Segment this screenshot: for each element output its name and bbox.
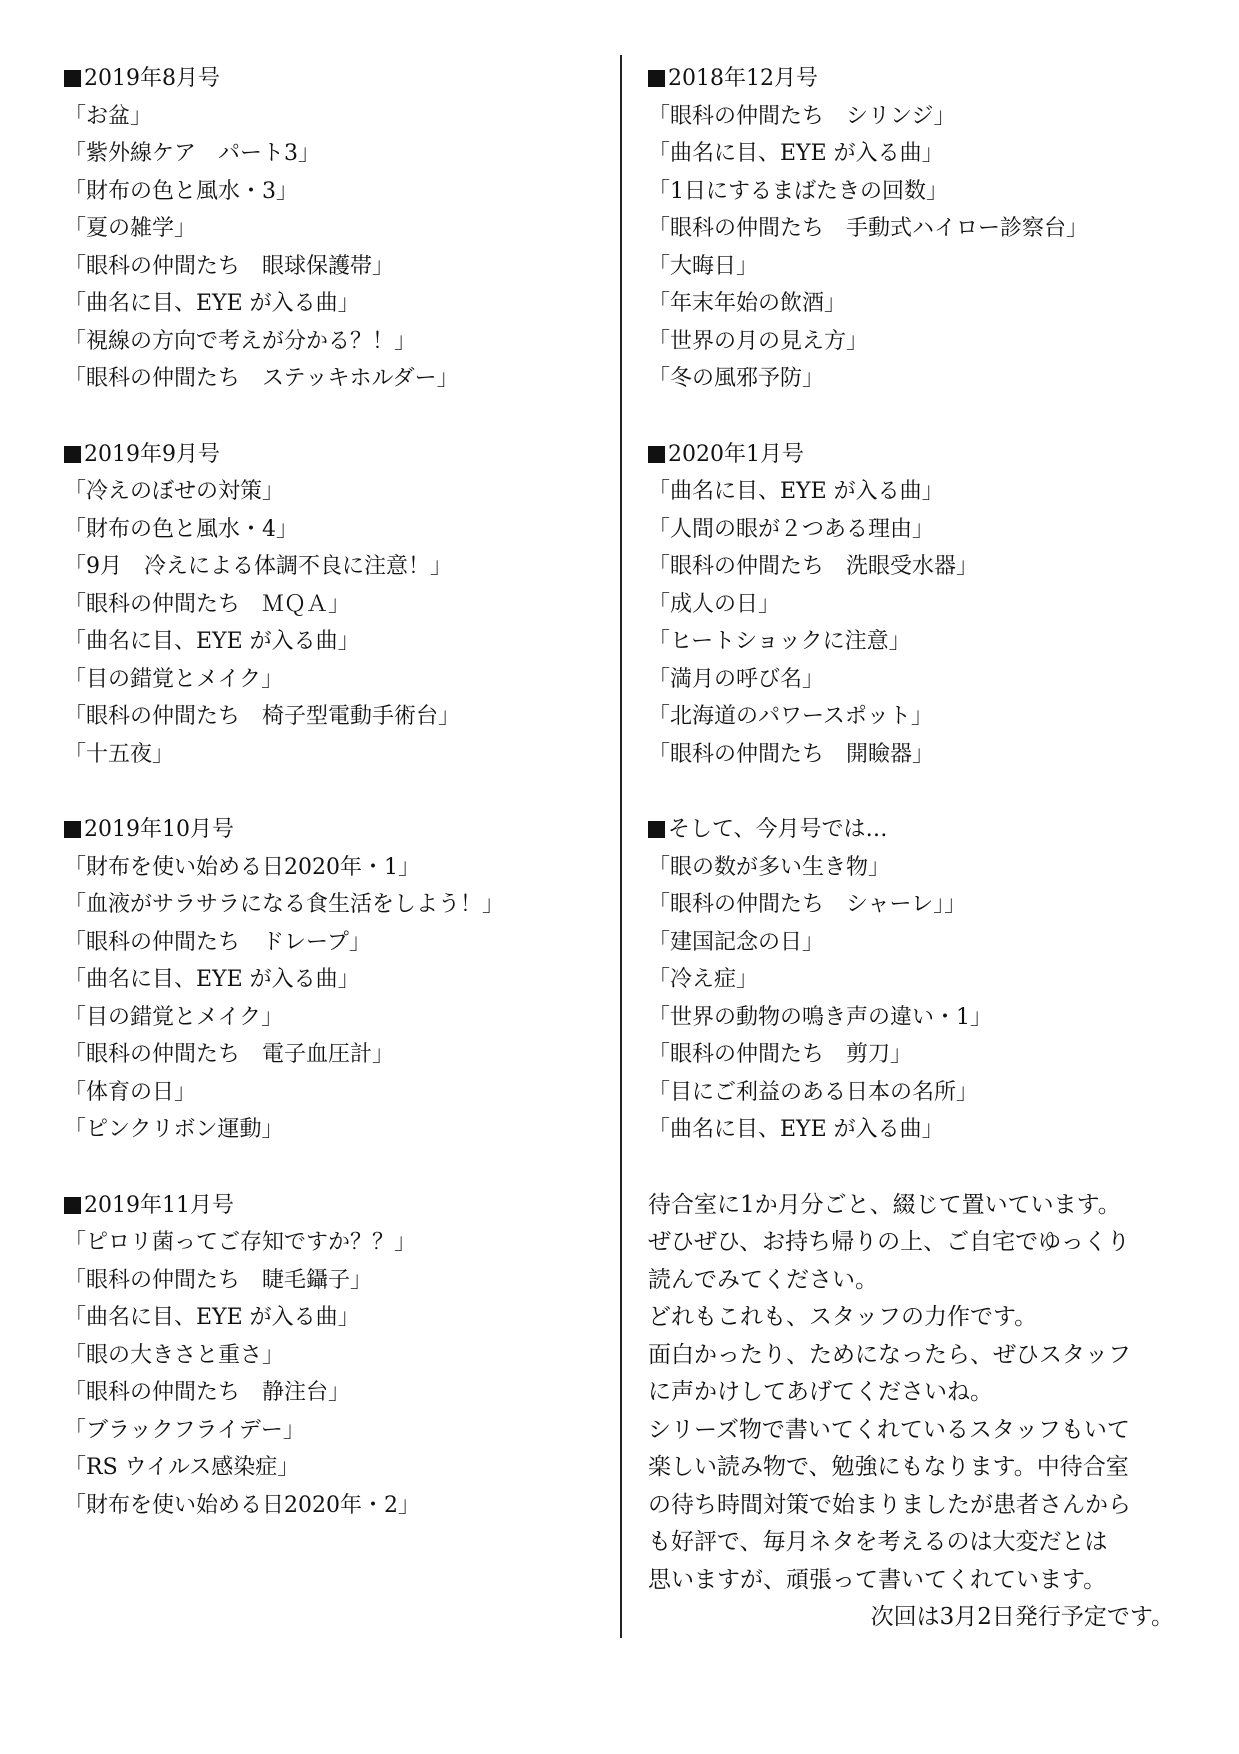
article-title: 「ブラックフライデー」 [64,1417,305,1443]
square-bullet-icon [64,1197,81,1214]
article-title: 「1日にするまばたきの回数」 [648,178,948,204]
article-title: 「ヒートショックに注意」 [648,629,911,654]
article-title: 「紫外線ケア パート3」 [64,141,320,166]
article-title: 「大晦日」 [648,253,759,279]
article-title: 「眼科の仲間たち 手動式ハイロー診察台」 [648,216,1089,241]
article-title: 「RS ウイルス感染症」 [64,1455,300,1480]
issue-heading [64,60,604,98]
note-line: シリーズ物で書いてくれているスタッフもいて [648,1416,1130,1443]
note-line: 思いますが、頑張って書いてくれています。 [648,1566,1107,1593]
article-title: 「世界の月の見え方」 [648,328,869,354]
article-title: 「眼の大きさと重さ」 [64,1342,285,1368]
note-line: の待ち時間対策で始まりましたが患者さんから [648,1491,1131,1518]
article-title: 「目の錯覚とメイク」 [64,666,284,692]
article-title: 「十五夜」 [64,741,175,767]
article-title: 「血液がサラサラになる食生活をしよう！」 [64,892,505,917]
issue-2019-09 [64,436,604,774]
article-title: 「曲名に目、EYE が入る曲」 [64,291,360,316]
article-title: 「ピンクリボン運動」 [64,1117,284,1142]
issue-heading [64,1187,604,1225]
article-title: 「成人の日」 [648,591,781,617]
square-bullet-icon [648,70,665,87]
column-divider [620,55,622,1638]
article-title: 「眼科の仲間たち シリンジ」 [648,103,956,129]
article-title: 「眼科の仲間たち 椅子型電動手術台」 [64,704,461,729]
article-title: 「眼科の仲間たち 開瞼器」 [648,741,935,767]
article-title: 「年末年始の飲酒」 [648,291,847,316]
article-title: 「曲名に目、EYE が入る曲」 [64,629,360,654]
note-line: に声かけしてあげてくださいね。 [648,1379,993,1405]
issue-heading [64,811,604,849]
issue-heading [648,436,1188,474]
article-title: 「曲名に目、EYE が入る曲」 [648,141,944,166]
article-title: 「冷え症」 [648,967,759,992]
article-title: 「9月 冷えによる体調不良に注意！」 [64,554,452,579]
issue-2019-11 [64,1187,604,1525]
issue-2019-10 [64,811,604,1149]
note-line: も好評で、毎月ネタを考えるのは大変だとは [648,1529,1108,1555]
article-title: 「眼科の仲間たち 眼球保護帯」 [64,253,395,279]
article-title: 「人間の眼が２つある理由」 [648,516,935,542]
article-title: 「眼科の仲間たち 静注台」 [64,1380,351,1405]
article-title: 「北海道のパワースポット」 [648,704,933,729]
next-issue-notice: 次回は3月2日発行予定です。 [870,1604,1174,1630]
note-line: 待合室に1か月分ごと、綴じて置いています。 [648,1191,1121,1218]
square-bullet-icon [64,821,81,838]
issue-2019-08 [64,60,604,398]
article-title: 「財布を使い始める日2020年・1」 [64,854,420,880]
square-bullet-icon [64,70,81,87]
article-title: 「建国記念の日」 [648,929,825,955]
article-title: 「満月の呼び名」 [648,666,825,692]
article-title: 「冬の風邪予防」 [648,366,825,391]
square-bullet-icon [648,446,665,463]
square-bullet-icon [648,821,665,838]
article-title: 「財布の色と風水・3」 [64,178,298,204]
article-title: 「曲名に目、EYE が入る曲」 [648,1117,944,1142]
issue-2018-12 [648,60,1188,398]
article-title: 「眼科の仲間たち シャーレ」」 [648,892,967,917]
article-title: 「世界の動物の鳴き声の違い・1」 [648,1004,992,1030]
closing-note [648,1187,1188,1637]
note-line: ぜひぜひ、お持ち帰りの上、ご自宅でゆっくり [648,1229,1130,1255]
article-title: 「眼科の仲間たち 電子血圧計」 [64,1042,395,1067]
note-line: 読んでみてください。 [648,1266,878,1293]
article-title: 「眼科の仲間たち 睫毛鑷子」 [64,1267,373,1293]
article-title: 「目の錯覚とメイク」 [64,1004,284,1030]
article-title: 「ピロリ菌ってご存知ですか？？」 [64,1230,417,1255]
issue-heading-text: 2020年1月号 [668,441,804,467]
issue-heading [64,436,604,474]
article-title: 「眼科の仲間たち ステッキホルダー」 [64,366,459,391]
article-title: 「財布の色と風水・4」 [64,516,298,542]
note-line: どれもこれも、スタッフの力作です。 [648,1304,1038,1330]
article-title: 「冷えのぼせの対策」 [64,479,285,504]
article-title: 「曲名に目、EYE が入る曲」 [64,967,360,992]
article-title: 「目にご利益のある日本の名所」 [648,1079,979,1105]
square-bullet-icon [64,446,81,463]
article-title: 「体育の日」 [64,1079,197,1105]
issue-heading-text: 2019年11月号 [84,1192,234,1218]
issue-current [648,811,1188,1149]
article-title: 「眼の数が多い生き物」 [648,854,891,880]
issue-heading-text: 2019年9月号 [84,441,220,467]
article-title: 「お盆」 [64,103,153,129]
article-title: 「曲名に目、EYE が入る曲」 [648,479,944,504]
issue-heading-text: そして、今月号では… [668,817,888,842]
article-title: 「眼科の仲間たち 洗眼受水器」 [648,554,979,579]
note-line: 面白かったり、ためになったら、ぜひスタッフ [648,1341,1131,1368]
issue-2020-01 [648,436,1188,774]
left-column [64,60,604,1524]
issue-heading-text: 2018年12月号 [668,66,818,91]
article-title: 「眼科の仲間たち ＭＱＡ」 [64,591,351,617]
issue-heading [648,811,1188,849]
article-title: 「曲名に目、EYE が入る曲」 [64,1305,360,1330]
article-title: 「眼科の仲間たち 剪刀」 [648,1042,913,1067]
article-title: 「夏の雑学」 [64,216,197,241]
article-title: 「眼科の仲間たち ドレープ」 [64,929,371,955]
article-title: 「視線の方向で考えが分かる？！」 [64,328,417,354]
issue-heading [648,60,1188,98]
right-column [648,60,1188,1637]
issue-heading-text: 2019年8月号 [84,66,220,91]
issue-heading-text: 2019年10月号 [84,817,234,842]
note-line: 楽しい読み物で、勉強にもなります。中待合室 [648,1454,1129,1480]
article-title: 「財布を使い始める日2020年・2」 [64,1492,420,1518]
